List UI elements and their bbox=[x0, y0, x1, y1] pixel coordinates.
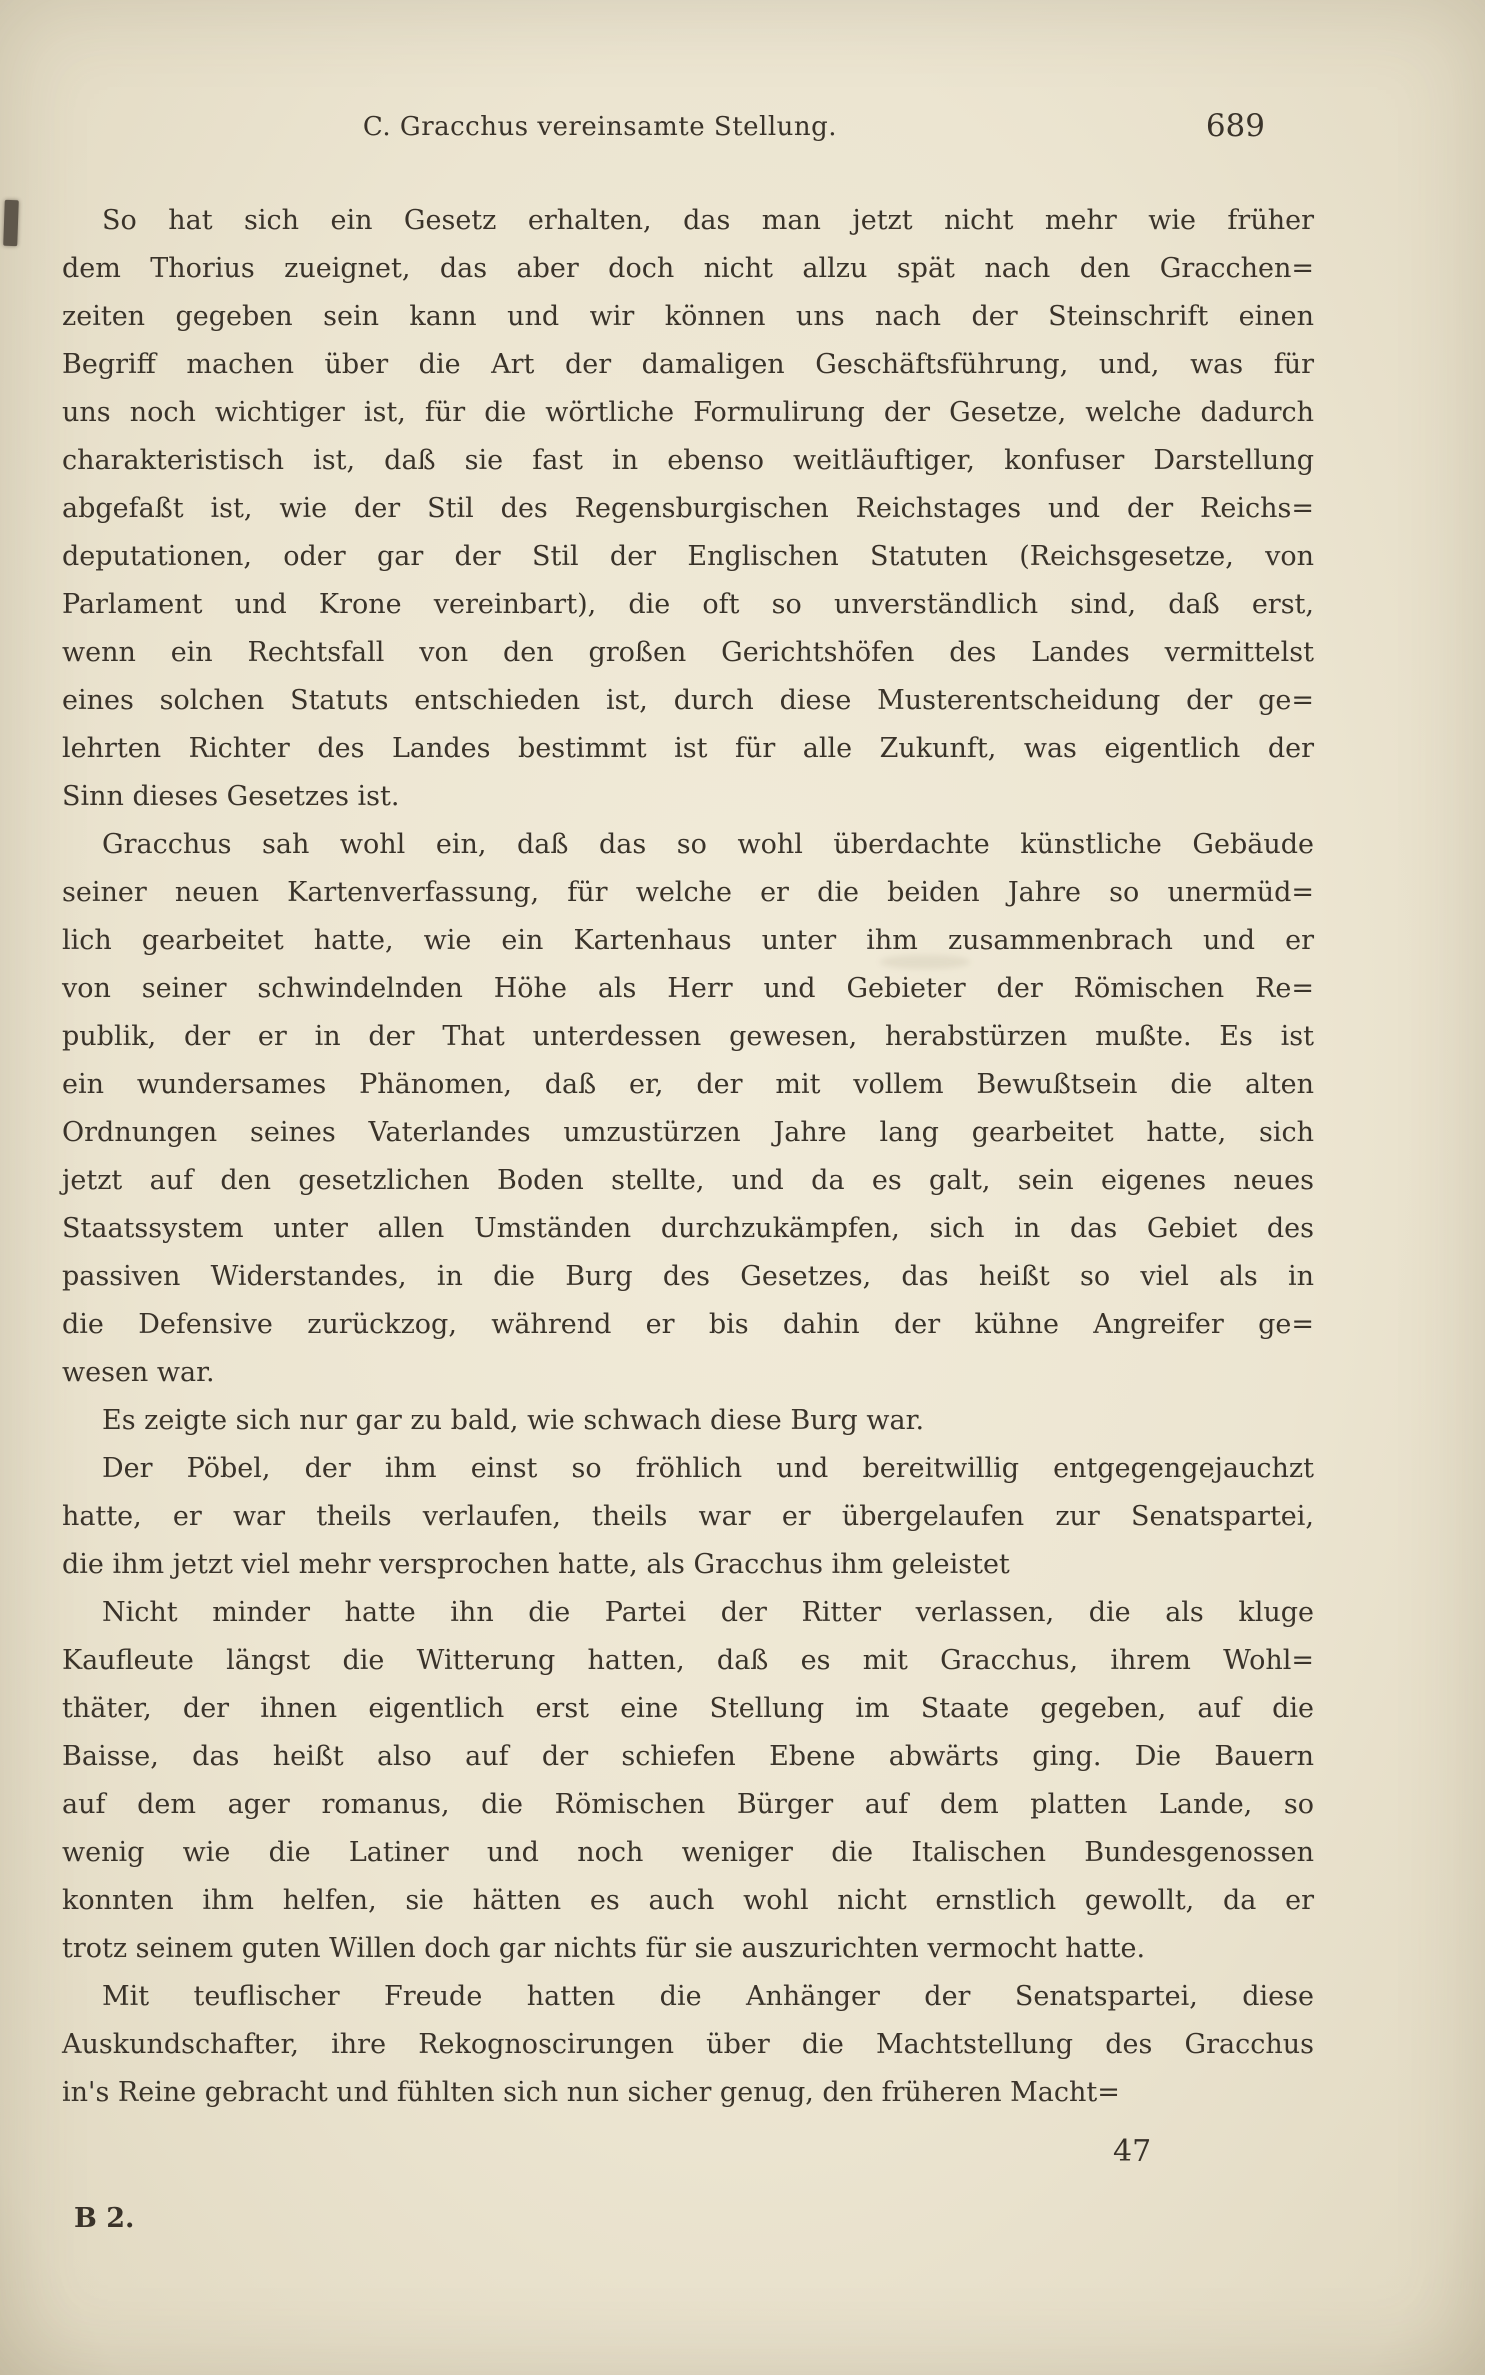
text-line: jetzt auf den gesetzlichen Boden stellte, und da es galt, sein eigenes neues bbox=[62, 1165, 1314, 1196]
page-number: 689 bbox=[1205, 108, 1265, 144]
text-line: Baisse, das heißt also auf der schiefen Ebene abwärts ging. Die Bauern bbox=[62, 1741, 1314, 1772]
text-line: lich gearbeitet hatte, wie ein Kartenhaus unter ihm zusammenbrach und er bbox=[62, 925, 1314, 956]
text-line: charakteristisch ist, daß sie fast in ebenso weitläuftiger, konfuser Darstellung bbox=[62, 445, 1314, 476]
scan-ink-artifact bbox=[3, 200, 19, 246]
text-line: Kaufleute längst die Witterung hatten, daß es mit Gracchus, ihrem Wohl= bbox=[62, 1645, 1314, 1676]
text-line: dem Thorius zueignet, das aber doch nicht allzu spät nach den Gracchen= bbox=[62, 253, 1314, 284]
text-line: Begriff machen über die Art der damaligen Geschäftsführung, und, was für bbox=[62, 349, 1314, 380]
text-line: zeiten gegeben sein kann und wir können uns nach der Steinschrift einen bbox=[62, 301, 1314, 332]
text-line: Es zeigte sich nur gar zu bald, wie schwach diese Burg war. bbox=[102, 1405, 925, 1436]
text-line: Gracchus sah wohl ein, daß das so wohl überdachte künstliche Gebäude bbox=[102, 829, 1314, 860]
text-line: Parlament und Krone vereinbart), die oft so unverständlich sind, daß erst, bbox=[62, 589, 1314, 620]
text-line: die ihm jetzt viel mehr versprochen hatte, als Gracchus ihm geleistet bbox=[62, 1549, 1010, 1580]
text-line: publik, der er in der That unterdessen gewesen, herabstürzen mußte. Es ist bbox=[62, 1021, 1314, 1052]
text-line: wenig wie die Latiner und noch weniger die Italischen Bundesgenossen bbox=[62, 1837, 1314, 1868]
text-line: seiner neuen Kartenverfassung, für welche er die beiden Jahre so unermüd= bbox=[62, 877, 1314, 908]
running-head bbox=[60, 108, 1315, 158]
text-line: wenn ein Rechtsfall von den großen Gerichtshöfen des Landes vermittelst bbox=[62, 637, 1314, 668]
text-line: passiven Widerstandes, in die Burg des Gesetzes, das heißt so viel als in bbox=[62, 1261, 1314, 1292]
text-line: lehrten Richter des Landes bestimmt ist für alle Zukunft, was eigentlich der bbox=[62, 733, 1314, 764]
text-line: trotz seinem guten Willen doch gar nichts für sie auszurichten vermocht hatte. bbox=[62, 1933, 1146, 1964]
chapter-header-title: C. Gracchus vereinsamte Stellung. bbox=[362, 112, 838, 142]
text-line: eines solchen Statuts entschieden ist, durch diese Musterentscheidung der ge= bbox=[62, 685, 1314, 716]
library-stamp-mark: B 2. bbox=[74, 2203, 135, 2234]
text-line: ein wundersames Phänomen, daß er, der mit vollem Bewußtsein die alten bbox=[62, 1069, 1314, 1100]
text-line: uns noch wichtiger ist, für die wörtliche Formulirung der Gesetze, welche dadurch bbox=[62, 397, 1314, 428]
text-line: Sinn dieses Gesetzes ist. bbox=[62, 781, 400, 812]
text-line: So hat sich ein Gesetz erhalten, das man jetzt nicht mehr wie früher bbox=[102, 205, 1314, 236]
text-line: abgefaßt ist, wie der Stil des Regensburgischen Reichstages und der Reichs= bbox=[62, 493, 1314, 524]
body-text bbox=[62, 197, 1314, 2117]
text-line: Der Pöbel, der ihm einst so fröhlich und bereitwillig entgegengejauchzt bbox=[102, 1453, 1314, 1484]
text-line: Auskundschafter, ihre Rekognoscirungen über die Machtstellung des Gracchus bbox=[62, 2029, 1314, 2060]
text-line: auf dem ager romanus, die Römischen Bürger auf dem platten Lande, so bbox=[62, 1789, 1314, 1820]
text-line: konnten ihm helfen, sie hätten es auch wohl nicht ernstlich gewollt, da er bbox=[62, 1885, 1314, 1916]
text-line: deputationen, oder gar der Stil der Englischen Statuten (Reichsgesetze, von bbox=[62, 541, 1314, 572]
text-line: Ordnungen seines Vaterlandes umzustürzen Jahre lang gearbeitet hatte, sich bbox=[62, 1117, 1314, 1148]
text-line: thäter, der ihnen eigentlich erst eine Stellung im Staate gegeben, auf die bbox=[62, 1693, 1314, 1724]
text-line: von seiner schwindelnden Höhe als Herr und Gebieter der Römischen Re= bbox=[62, 973, 1314, 1004]
text-line: Staatssystem unter allen Umständen durchzukämpfen, sich in das Gebiet des bbox=[62, 1213, 1314, 1244]
text-line: die Defensive zurückzog, während er bis dahin der kühne Angreifer ge= bbox=[62, 1309, 1314, 1340]
text-line: Mit teuflischer Freude hatten die Anhänger der Senatspartei, diese bbox=[102, 1981, 1314, 2012]
sheet-signature-number: 47 bbox=[1113, 2134, 1152, 2169]
text-line: Nicht minder hatte ihn die Partei der Ritter verlassen, die als kluge bbox=[102, 1597, 1314, 1628]
text-line: wesen war. bbox=[62, 1357, 215, 1388]
text-line: in's Reine gebracht und fühlten sich nun sicher genug, den früheren Macht= bbox=[62, 2077, 1120, 2108]
text-line: hatte, er war theils verlaufen, theils war er übergelaufen zur Senatspartei, bbox=[62, 1501, 1314, 1532]
